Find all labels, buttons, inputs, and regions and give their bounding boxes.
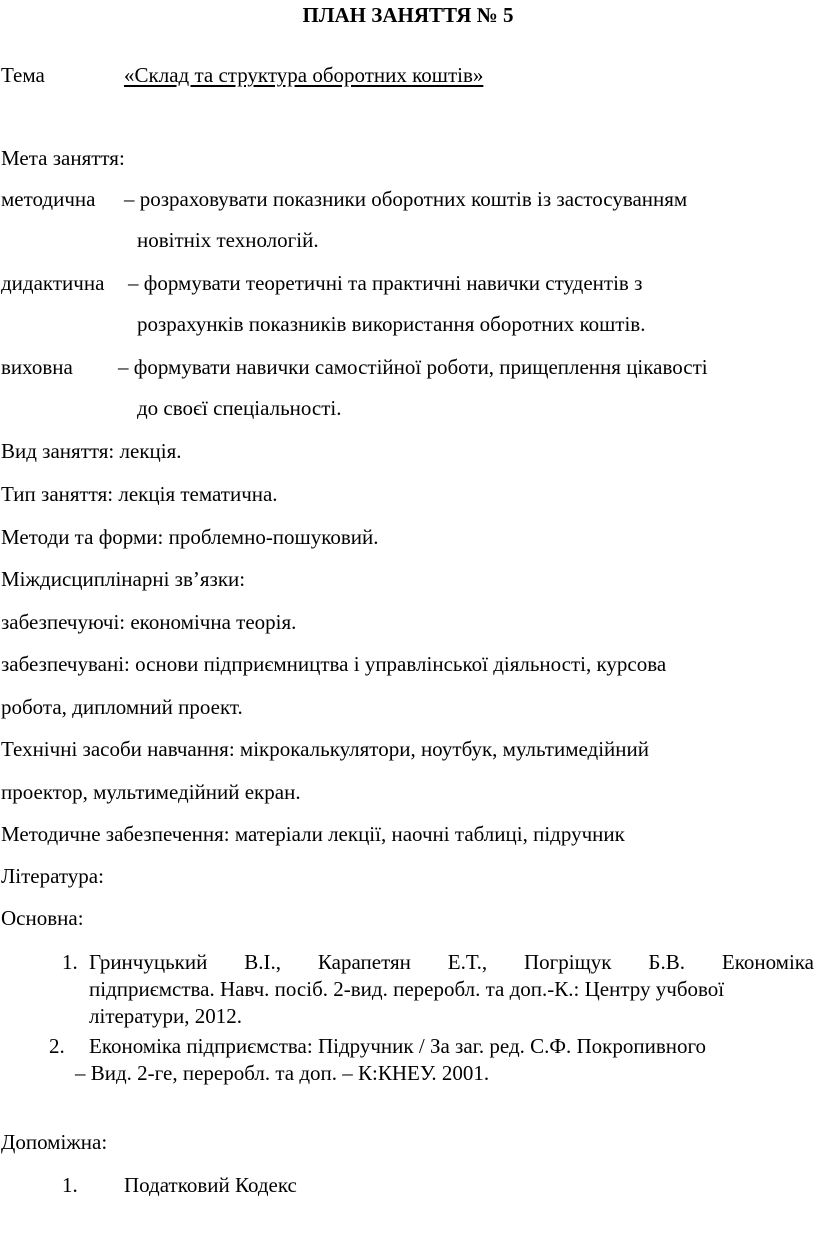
- lesson-type: Тип заняття: лекція тематична.: [1, 482, 278, 506]
- goal-didactic-label: дидактична: [1, 271, 105, 295]
- goal-educational-text-cont: до своєї спеціальності.: [137, 396, 342, 420]
- links-provided: забезпечувані: основи підприємництва і управлінської діяльності, курсова: [1, 652, 667, 676]
- topic-value: «Склад та структура оборотних коштів»: [124, 63, 484, 87]
- goal-methodical-text-cont: новітніх технологій.: [137, 228, 319, 252]
- goal-educational-text: – формувати навички самостійної роботи, прищеплення цікавості: [118, 355, 708, 379]
- list-item-number: 1.: [62, 1173, 78, 1197]
- goal-educational-label: виховна: [1, 355, 73, 379]
- methodical-support: Методичне забезпечення: матеріали лекції, наочні таблиці, підручник: [1, 822, 625, 846]
- goal-methodical-text: – розраховувати показники оборотних коштів із застосуванням: [124, 187, 688, 211]
- literature-heading: Література:: [1, 864, 104, 888]
- links-provided-cont: робота, дипломний проект.: [1, 695, 243, 719]
- goal-didactic-text: – формувати теоретичні та практичні навички студентів з: [128, 271, 643, 295]
- page-title: ПЛАН ЗАНЯТТЯ № 5: [302, 3, 514, 27]
- goal-didactic-text-cont: розрахунків показників використання оборотних коштів.: [137, 312, 646, 336]
- aux-literature-item-1: Податковий Кодекс: [124, 1173, 297, 1197]
- literature-item-1-line3: літератури, 2012.: [89, 1004, 242, 1028]
- links-heading: Міждисциплінарні зв’язки:: [1, 567, 246, 591]
- tech-means-cont: проектор, мультимедійний екран.: [1, 780, 301, 804]
- lesson-methods: Методи та форми: проблемно-пошуковий.: [1, 525, 379, 549]
- topic-label: Тема: [1, 63, 45, 87]
- links-providing: забезпечуючі: економічна теорія.: [1, 610, 297, 634]
- literature-item-2-line1: Економіка підприємства: Підручник / За заг. ред. С.Ф. Покропивного: [89, 1034, 707, 1058]
- aux-literature-heading: Допоміжна:: [1, 1130, 108, 1154]
- lesson-kind: Вид заняття: лекція.: [1, 439, 182, 463]
- list-item-number: 1.: [62, 950, 78, 974]
- main-literature-heading: Основна:: [1, 906, 84, 930]
- literature-item-2-line2: – Вид. 2-ге, переробл. та доп. – К:КНЕУ. 2001.: [75, 1061, 490, 1085]
- literature-item-1-line1: Гринчуцький В.І., Карапетян Е.Т., Погріщук Б.В. Економіка: [89, 950, 814, 974]
- literature-item-1-line2: підприємства. Навч. посіб. 2-вид. переробл. та доп.-К.: Центру учбової: [89, 977, 725, 1001]
- list-item-number: 2.: [49, 1034, 65, 1058]
- tech-means: Технічні засоби навчання: мікрокалькулятори, ноутбук, мультимедійний: [1, 737, 649, 761]
- goal-methodical-label: методична: [1, 187, 96, 211]
- goal-heading: Мета заняття:: [1, 146, 125, 170]
